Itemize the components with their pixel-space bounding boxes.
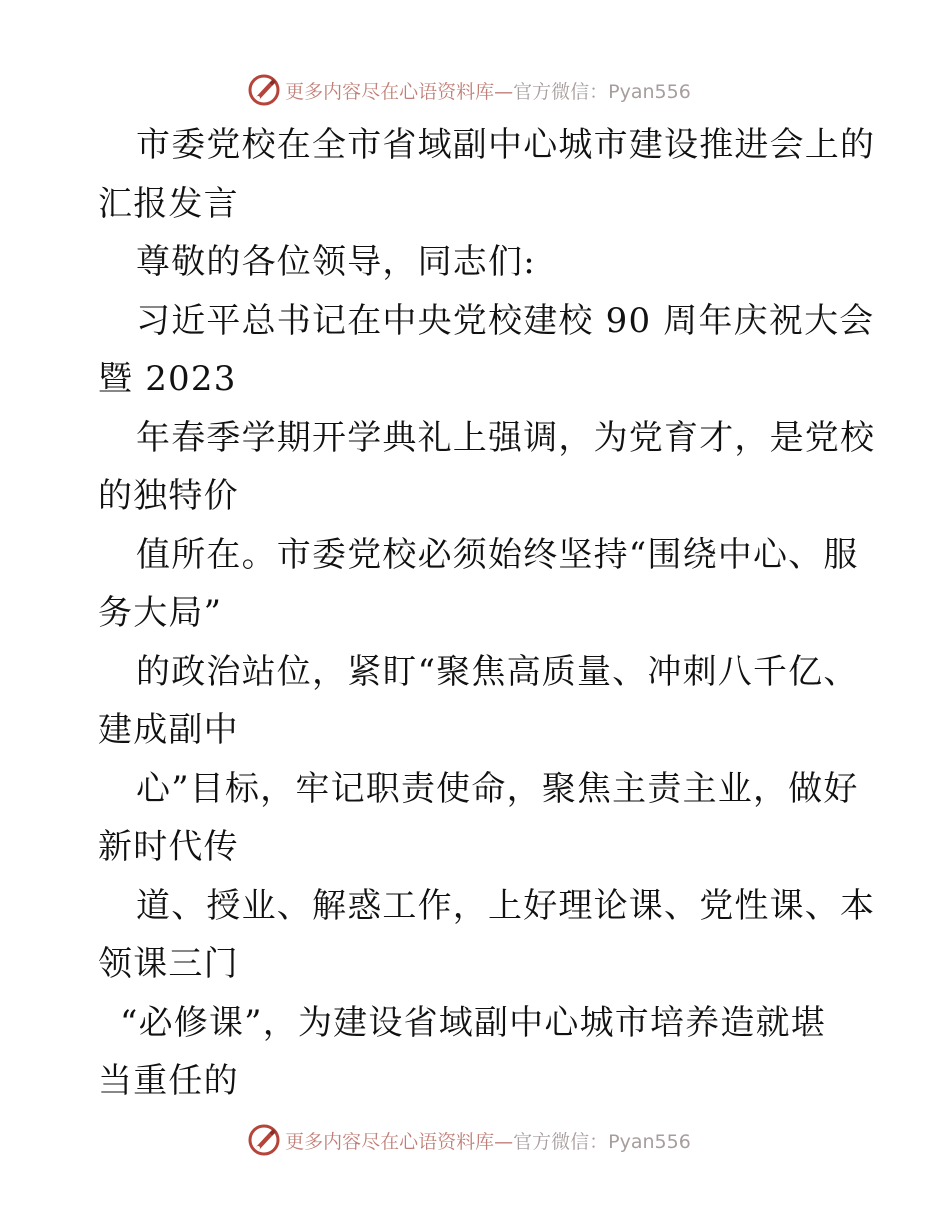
header-watermark xyxy=(0,72,950,108)
paragraph-line: 新时代传 xyxy=(98,827,239,867)
paragraph-line: 的政治站位，紧盯“聚焦高质量、冲刺八千亿、 xyxy=(136,651,859,692)
watermark-wechat-text: 官方微信：Pyan556 xyxy=(513,80,691,103)
paragraph-line: 值所在。市委党校必须始终坚持“围绕中心、服 xyxy=(136,534,859,575)
paragraph-line: 建成副中 xyxy=(98,710,239,750)
watermark-dash: — xyxy=(494,80,514,103)
paragraph-line: 习近平总书记在中央党校建校 90 周年庆祝大会 xyxy=(136,300,875,341)
watermark-main-text: 更多内容尽在心语资料库 xyxy=(285,1130,495,1153)
watermark-text xyxy=(285,1127,691,1154)
paragraph-line: 心”目标，牢记职责使命，聚焦主责主业，做好 xyxy=(136,768,859,809)
paragraph-line: 领课三门 xyxy=(98,944,239,984)
title-line: 汇报发言 xyxy=(98,183,239,224)
paragraph-line: 道、授业、解惑工作，上好理论课、党性课、本 xyxy=(136,885,876,926)
document-body xyxy=(98,116,876,1111)
paragraph-line: 年春季学期开学典礼上强调，为党育才，是党校 xyxy=(136,417,876,458)
paragraph-line: “必修课”，为建设省域副中心城市培养造就堪 xyxy=(120,1002,826,1043)
pen-logo-icon xyxy=(247,73,281,107)
paragraph-line: 的独特价 xyxy=(98,476,239,516)
paragraph-line: 务大局” xyxy=(98,593,223,633)
watermark-dash: — xyxy=(494,1130,514,1153)
paragraph-line: 暨 2023 xyxy=(98,359,237,399)
pen-logo-icon xyxy=(247,1123,281,1157)
watermark-main-text: 更多内容尽在心语资料库 xyxy=(285,80,495,103)
watermark-wechat-text: 官方微信：Pyan556 xyxy=(513,1130,691,1153)
salutation-line: 尊敬的各位领导，同志们: xyxy=(136,242,536,282)
title-line: 市委党校在全市省域副中心城市建设推进会上的 xyxy=(136,125,876,165)
footer-watermark xyxy=(0,1122,950,1158)
watermark-text xyxy=(285,77,691,104)
paragraph-line: 当重任的 xyxy=(98,1061,239,1101)
